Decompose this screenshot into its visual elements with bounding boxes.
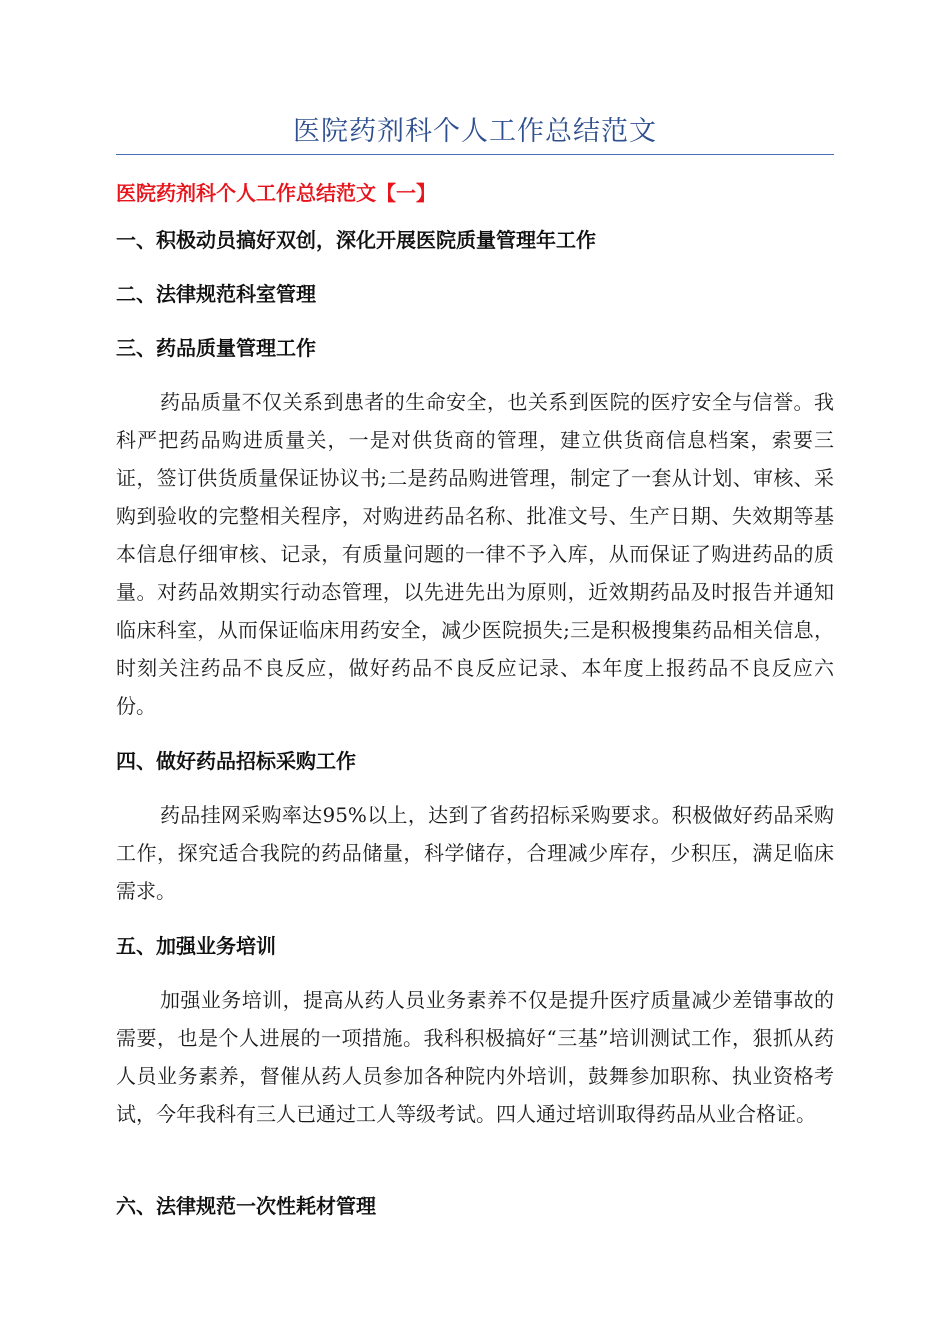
section-heading-1: 一、积极动员搞好双创，深化开展医院质量管理年工作 bbox=[116, 228, 596, 252]
section-heading-5: 五、加强业务培训 bbox=[116, 934, 276, 958]
title-divider bbox=[116, 154, 834, 155]
section-heading-2: 二、法律规范科室管理 bbox=[116, 282, 316, 306]
section-paragraph-4: 药品挂网采购率达95%以上，达到了省药招标采购要求。积极做好药品采购工作，探究适合我院的药品储量，科学储存，合理减少库存，少积压，满足临床需求。 bbox=[116, 803, 834, 903]
section-heading-3: 三、药品质量管理工作 bbox=[116, 336, 316, 360]
document-title: 医院药剂科个人工作总结范文 bbox=[293, 116, 657, 147]
document-subtitle: 医院药剂科个人工作总结范文【一】 bbox=[116, 181, 436, 205]
section-paragraph-3: 药品质量不仅关系到患者的生命安全，也关系到医院的医疗安全与信誉。我科严把药品购进质量关，一是对供货商的管理，建立供货商信息档案，索要三证，签订供货质量保证协议书;二是药品购进管理，制定了一套从计划、审核、采购到验收的完整相关程序，对购进药品名称、批准文号、生产日期、失效期等基本信息仔细审核、记录，有质量问题的一律不予入库，从而保证了购进药品的质量。对药品效期实行动态管理，以先进先出为原则，近效期药品及时报告并通知临床科室，从而保证临床用药安全，减少医院损失;三是积极搜集药品相关信息，时刻关注药品不良反应，做好药品不良反应记录、本年度上报药品不良反应六份。 bbox=[116, 390, 834, 718]
section-heading-6: 六、法律规范一次性耗材管理 bbox=[116, 1194, 376, 1218]
section-paragraph-5: 加强业务培训，提高从药人员业务素养不仅是提升医疗质量减少差错事故的需要，也是个人进展的一项措施。我科积极搞好“三基”培训测试工作，狠抓从药人员业务素养，督催从药人员参加各种院内外培训，鼓舞参加职称、执业资格考试，今年我科有三人已通过工人等级考试。四人通过培训取得药品从业合格证。 bbox=[116, 988, 834, 1126]
section-heading-4: 四、做好药品招标采购工作 bbox=[116, 749, 356, 773]
